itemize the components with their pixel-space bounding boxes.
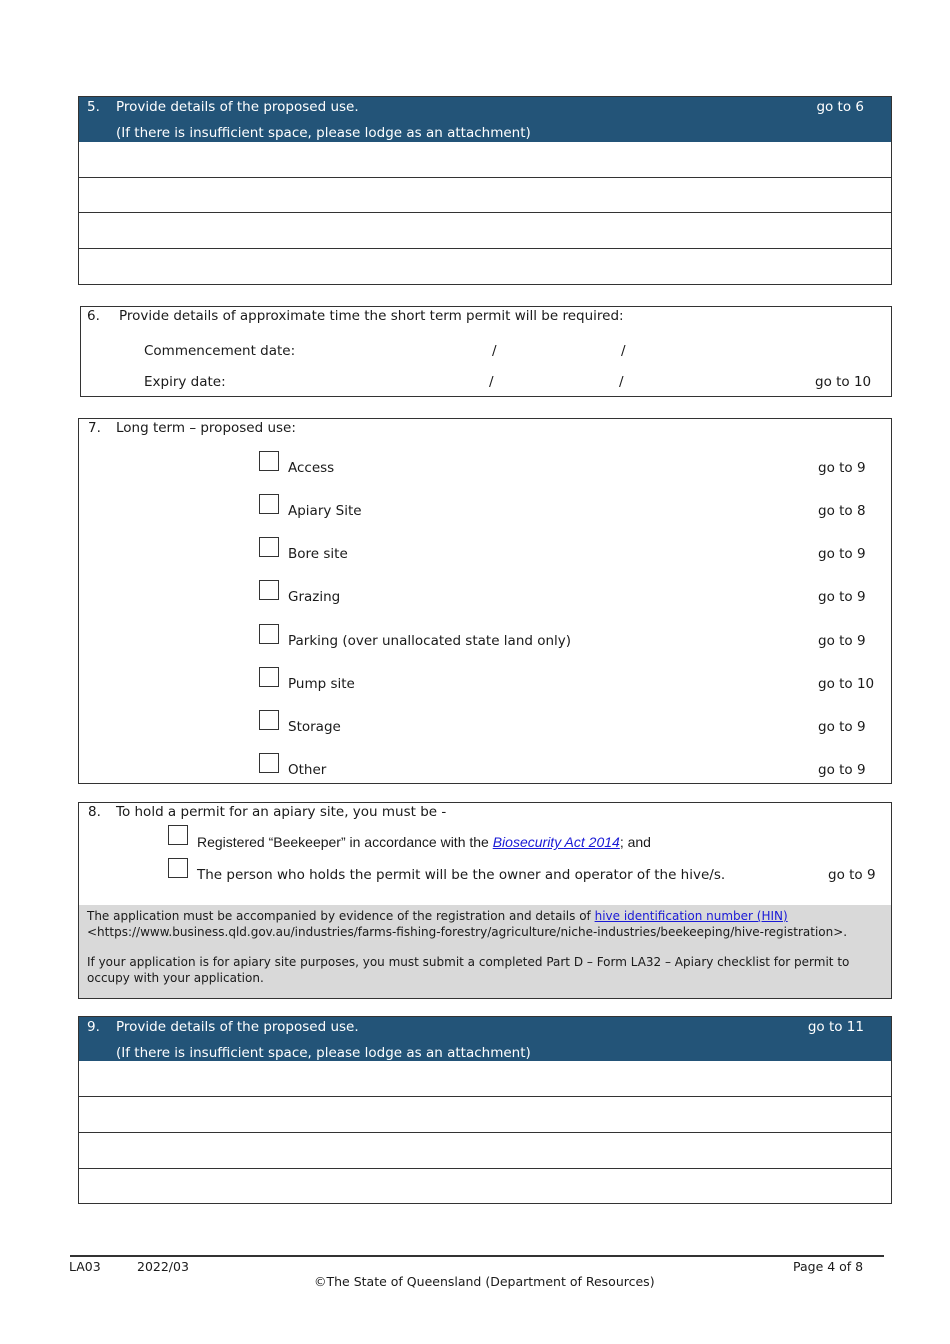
q9-number: 9. xyxy=(87,1019,100,1035)
q9-title: Provide details of the proposed use. xyxy=(116,1019,359,1035)
pump-site-label: Pump site xyxy=(288,676,355,692)
biosecurity-act-link[interactable]: Biosecurity Act 2014 xyxy=(492,834,620,850)
q9-section xyxy=(78,1016,892,1204)
other-goto: go to 9 xyxy=(818,762,866,778)
q7-section xyxy=(78,418,892,784)
registered-beekeeper-suffix: ; and xyxy=(619,834,651,850)
pump-site-checkbox[interactable] xyxy=(259,667,279,687)
q6-title: Provide details of approximate time the short term permit will be required: xyxy=(119,308,624,324)
grazing-goto: go to 9 xyxy=(818,589,866,605)
commencement-date-slash: / xyxy=(621,343,626,359)
bore-site-label: Bore site xyxy=(288,546,348,562)
q9-goto: go to 11 xyxy=(807,1019,864,1035)
q5-header xyxy=(79,97,891,142)
q5-subtitle: (If there is insufficient space, please lodge as an attachment) xyxy=(116,125,531,141)
storage-checkbox[interactable] xyxy=(259,710,279,730)
storage-label: Storage xyxy=(288,719,341,735)
owner-operator-label: The person who holds the permit will be the owner and operator of the hive/s. xyxy=(197,867,726,883)
expiry-date-label: Expiry date: xyxy=(144,374,226,390)
commencement-date-month-field[interactable] xyxy=(501,337,616,363)
parking-label: Parking (over unallocated state land only) xyxy=(288,633,572,649)
parking-checkbox[interactable] xyxy=(259,624,279,644)
parking-goto: go to 9 xyxy=(818,633,866,649)
registered-beekeeper-text: Registered “Beekeeper” in accordance with the xyxy=(197,834,493,850)
q6-section xyxy=(80,306,892,397)
commencement-date-label: Commencement date: xyxy=(144,343,296,359)
q8-note-panel xyxy=(79,905,891,998)
footer-rule xyxy=(70,1255,884,1257)
apiary-site-label: Apiary Site xyxy=(288,503,362,519)
q5-number: 5. xyxy=(87,99,100,115)
q7-title: Long term – proposed use: xyxy=(116,420,296,436)
q7-number: 7. xyxy=(88,420,101,436)
q5-input-row-4[interactable] xyxy=(79,249,891,284)
apiary-checklist-note: If your application is for apiary site purposes, you must submit a completed Part D – Form LA32 – Apiary checklist for permit to occupy with your application. xyxy=(87,955,850,985)
q8-title: To hold a permit for an apiary site, you must be - xyxy=(116,804,447,820)
q5-title: Provide details of the proposed use. xyxy=(116,99,359,115)
q9-input-row-1[interactable] xyxy=(79,1061,891,1096)
copyright: ©The State of Queensland (Department of Resources) xyxy=(314,1274,655,1289)
hin-link[interactable]: hive identification number (HIN) xyxy=(594,909,788,923)
bore-site-goto: go to 9 xyxy=(818,546,866,562)
expiry-date-slash: / xyxy=(489,374,494,390)
pump-site-goto: go to 10 xyxy=(818,676,875,692)
bore-site-checkbox[interactable] xyxy=(259,537,279,557)
q5-input-row-2[interactable] xyxy=(79,178,891,212)
q8-number: 8. xyxy=(88,804,101,820)
registered-beekeeper-checkbox[interactable] xyxy=(168,825,188,845)
commencement-date-year-field[interactable] xyxy=(631,337,751,363)
registered-beekeeper-label xyxy=(197,834,651,850)
expiry-date-day-field[interactable] xyxy=(381,368,481,394)
expiry-date-month-field[interactable] xyxy=(501,368,616,394)
q9-input-row-2[interactable] xyxy=(79,1097,891,1132)
commencement-date-day-field[interactable] xyxy=(381,337,481,363)
form-code: LA03 xyxy=(69,1259,101,1274)
q8-section xyxy=(78,802,892,999)
q6-goto: go to 10 xyxy=(815,374,872,390)
form-version: 2022/03 xyxy=(137,1259,189,1274)
q5-goto: go to 6 xyxy=(816,99,864,115)
q9-input-row-3[interactable] xyxy=(79,1133,891,1168)
access-label: Access xyxy=(288,460,335,476)
apiary-site-goto: go to 8 xyxy=(818,503,866,519)
hin-url: <https://www.business.qld.gov.au/industries/farms-fishing-forestry/agriculture/niche-industries/beekeeping/hive-registration>. xyxy=(87,925,848,939)
access-checkbox[interactable] xyxy=(259,451,279,471)
apiary-site-checkbox[interactable] xyxy=(259,494,279,514)
other-checkbox[interactable] xyxy=(259,753,279,773)
q5-input-row-1[interactable] xyxy=(79,142,891,177)
q5-input-row-3[interactable] xyxy=(79,213,891,248)
grazing-label: Grazing xyxy=(288,589,341,605)
q5-section xyxy=(78,96,892,285)
commencement-date-slash: / xyxy=(492,343,497,359)
access-goto: go to 9 xyxy=(818,460,866,476)
q6-number: 6. xyxy=(87,308,100,324)
q8-goto: go to 9 xyxy=(828,867,876,883)
storage-goto: go to 9 xyxy=(818,719,866,735)
q9-header xyxy=(79,1017,891,1061)
other-label: Other xyxy=(288,762,327,778)
expiry-date-year-field[interactable] xyxy=(631,368,751,394)
hin-note xyxy=(87,908,883,924)
q9-input-row-4[interactable] xyxy=(79,1169,891,1203)
expiry-date-slash: / xyxy=(619,374,624,390)
grazing-checkbox[interactable] xyxy=(259,580,279,600)
hin-note-text: The application must be accompanied by evidence of the registration and details of xyxy=(87,909,595,923)
owner-operator-checkbox[interactable] xyxy=(168,858,188,878)
page-number: Page 4 of 8 xyxy=(793,1259,864,1274)
q9-subtitle: (If there is insufficient space, please lodge as an attachment) xyxy=(116,1045,531,1061)
